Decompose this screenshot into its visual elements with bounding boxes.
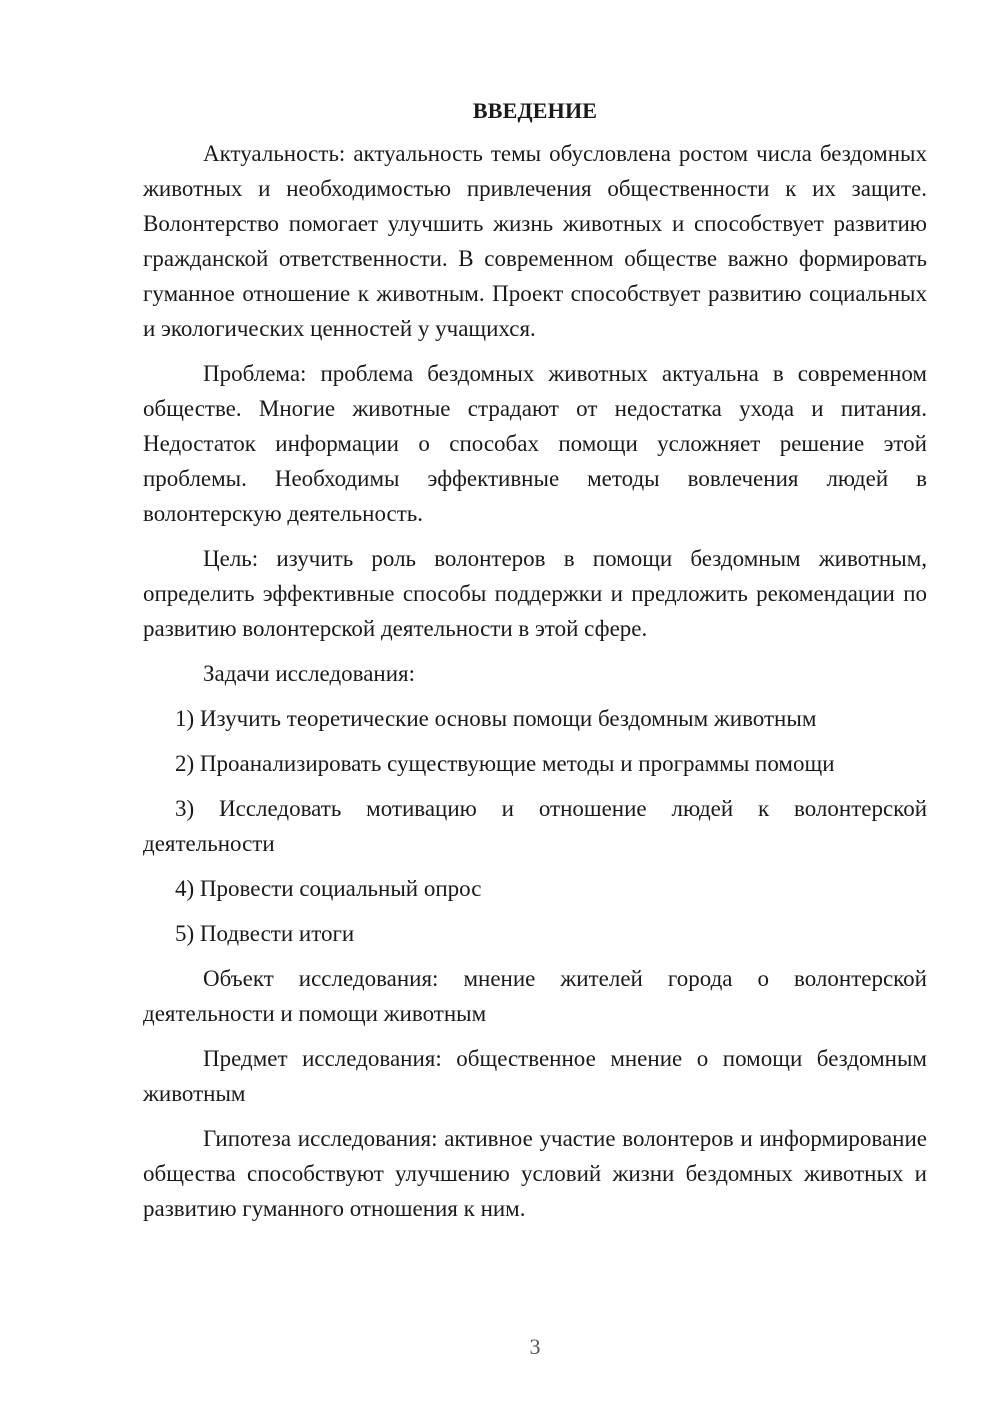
- task-item: 2) Проанализировать существующие методы и программы помощи: [175, 751, 835, 776]
- task-item: 5) Подвести итоги: [175, 921, 355, 946]
- page-title: ВВЕДЕНИЕ: [472, 98, 598, 123]
- task-item: 4) Провести социальный опрос: [175, 876, 482, 901]
- task-item: 3) Исследовать мотивацию и отношение людей к волонтерской деятельности: [143, 796, 927, 856]
- tasks-heading: Задачи исследования:: [203, 661, 416, 686]
- paragraph-goal: Цель: изучить роль волонтеров в помощи бездомным животным, определить эффективные способы поддержки и предложить рекомендации по развитию волонтерской деятельности в этой сфере.: [143, 546, 927, 641]
- page-number: 3: [529, 1334, 541, 1359]
- task-item: 1) Изучить теоретические основы помощи бездомным животным: [175, 706, 817, 731]
- paragraph-hypothesis: Гипотеза исследования: активное участие волонтеров и информирование общества способствуют улучшению условий жизни бездомных животных и развитию гуманного отношения к ним.: [143, 1126, 927, 1221]
- paragraph-relevance: Актуальность: актуальность темы обусловлена ростом числа бездомных животных и необходимостью привлечения общественности к их защите. Волонтерство помогает улучшить жизнь животных и способствует развитию гражданской ответственности. В современном обществе важно формировать гуманное отношение к животным. Проект способствует развитию социальных и экологических ценностей у учащихся.: [143, 141, 927, 341]
- paragraph-problem: Проблема: проблема бездомных животных актуальна в современном обществе. Многие животные страдают от недостатка ухода и питания. Недостаток информации о способах помощи усложняет решение этой проблемы. Необходимы эффективные методы вовлечения людей в волонтерскую деятельность.: [143, 361, 927, 526]
- page-content: [143, 96, 927, 1226]
- paragraph-subject: Предмет исследования: общественное мнение о помощи бездомным животным: [143, 1046, 927, 1106]
- paragraph-object: Объект исследования: мнение жителей города о волонтерской деятельности и помощи животным: [143, 966, 927, 1026]
